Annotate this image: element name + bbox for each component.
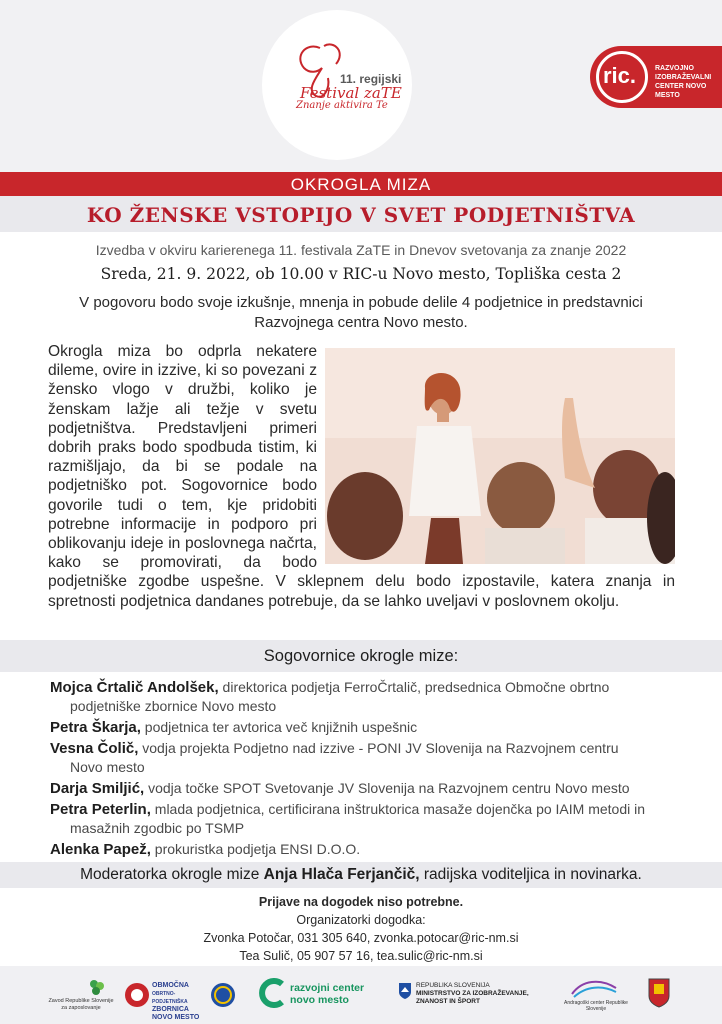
ooz-line4: NOVO MESTO — [152, 1014, 200, 1021]
speaker-desc-cont: masažnih zgodbic po TSMP — [70, 820, 245, 836]
page-title: KO ŽENSKE VSTOPIJO V SVET PODJETNIŠTVA — [86, 203, 636, 227]
ooz-logo-text — [152, 982, 208, 1022]
header — [0, 0, 722, 172]
speaker-desc: podjetnica ter avtorica več knjižnih uspešnic — [144, 719, 418, 735]
moderator-name: Anja Hlača Ferjančič, — [263, 866, 420, 883]
festival-slogan: Znanje aktivira Te — [296, 100, 388, 111]
speaker-name: Darja Smiljić, — [50, 780, 145, 797]
mizs-line2: MINISTRSTVO ZA IZOBRAŽEVANJE, — [416, 990, 529, 997]
speaker-desc: direktorica podjetja FerroČrtalič, predsednica Območne obrtno — [222, 679, 610, 695]
ric-logo-text — [655, 64, 722, 100]
festival-edition: 11. regijski — [340, 72, 402, 86]
mizs-line1: REPUBLIKA SLOVENIJA — [416, 982, 490, 989]
speaker-name: Alenka Papež, — [50, 841, 151, 858]
speaker-name: Vesna Čolič, — [50, 740, 139, 757]
speaker-name: Mojca Črtalič Andolšek, — [50, 679, 219, 696]
list-item — [50, 779, 676, 798]
zrsz-logo-icon — [88, 978, 106, 996]
zrsz-logo-text: Zavod Republike Slovenije za zaposlovanje — [48, 998, 114, 1011]
speakers-list — [50, 678, 676, 861]
rc-logo-text — [290, 982, 364, 1006]
ric-line3: CENTER NOVO MESTO — [655, 83, 707, 99]
festival-name: Festival zaTE — [300, 84, 402, 102]
speaker-desc: vodja projekta Podjetno nad izzive - PONI JV Slovenija na Razvojnem centru — [142, 740, 619, 756]
speakers-heading-band — [0, 640, 722, 672]
mizs-line3: ZNANOST IN ŠPORT — [416, 998, 480, 1005]
speakers-heading: Sogovornice okrogle mize: — [263, 647, 459, 665]
slovenia-coat-of-arms-icon — [398, 982, 412, 1000]
list-item — [50, 739, 676, 777]
subtitle: Izvedba v okviru karierenega 11. festivala ZaTE in Dnevov svetovanja za znanje 2022 — [95, 242, 627, 258]
speaker-desc-cont: podjetniške zbornice Novo mesto — [70, 698, 277, 714]
rc-line1: razvojni center — [290, 982, 365, 994]
list-item — [50, 800, 676, 838]
contact-1: Zvonka Potočar, 031 305 640, zvonka.potocar@ric-nm.si — [203, 931, 519, 945]
event-type-band — [0, 172, 722, 196]
body-section — [48, 342, 675, 611]
body-text: Okrogla miza bo odprla nekatere dileme, ovire in izzive, ki so povezani z žensko vlogo v družbi, koliko je ženskam lažje ali težje v svetu podjetništva. Predstavljeni primeri dobrih praks bodo spodbuda tistim, ki razmišljajo, da bi se podale na podjetniško pot. Sogovornice bodo govorile tudi o tem, kje pridobiti potrebne informacije in podporo pri oblikovanju ideje in poslovnega načrta, kako se promovirati, da bodo podjetniške zgodbe uspešne. V sklepnem delu bodo izpostavile, katera znanja in spretnosti podjetnica dandanes potrebuje, da se lahko uveljavi v poslovnem okolju. — [48, 343, 675, 610]
sponsor-logos — [0, 966, 722, 1024]
ooz-line1: OBMOČNA — [152, 982, 189, 989]
ooz-logo-icon — [124, 982, 150, 1008]
ooz-emblem-icon — [210, 982, 236, 1008]
speaker-desc-cont: Novo mesto — [70, 759, 145, 775]
mizs-logo-text — [416, 982, 546, 1006]
acs-logo-icon — [570, 976, 618, 1000]
list-item — [50, 678, 676, 716]
list-item — [50, 718, 676, 737]
ric-line1: RAZVOJNO — [655, 65, 694, 72]
speaker-photo — [325, 348, 675, 564]
rc-logo-icon — [256, 978, 286, 1008]
speaker-desc: mlada podjetnica, certificirana inštruktorica masaže dojenčka po IAIM metodi in — [154, 801, 646, 817]
speaker-name: Petra Škarja, — [50, 719, 141, 736]
ric-line2: IZOBRAŽEVALNI — [655, 74, 712, 81]
ooz-line2: OBRTNO-PODJETNIŠKA — [152, 991, 188, 1005]
ooz-line3: ZBORNICA — [152, 1006, 189, 1013]
event-type: OKROGLA MIZA — [290, 175, 432, 194]
speaker-desc: vodja točke SPOT Svetovanje JV Slovenija na Razvojnem centru Novo mesto — [148, 780, 630, 796]
classroom-illustration — [325, 348, 675, 564]
moderator-suffix: radijska voditeljica in novinarka. — [423, 866, 642, 883]
speaker-desc: prokuristka podjetja ENSI D.O.O. — [154, 841, 361, 857]
moderator-band — [0, 862, 722, 888]
novo-mesto-crest-icon — [648, 978, 670, 1008]
acs-logo-text: Andragoški center Republike Slovenije — [564, 1000, 628, 1012]
speaker-name: Petra Peterlin, — [50, 801, 151, 818]
title-band — [0, 196, 722, 232]
registration-note: Prijave na dogodek niso potrebne. — [258, 895, 464, 909]
date-location: Sreda, 21. 9. 2022, ob 10.00 v RIC-u Novo mesto, Topliška cesta 2 — [100, 265, 622, 283]
moderator-prefix: Moderatorka okrogle mize — [80, 866, 260, 883]
rc-line2: novo mesto — [290, 994, 349, 1006]
organizers-label: Organizatorki dogodka: — [296, 913, 426, 927]
intro-text: V pogovoru bodo svoje izkušnje, mnenja in pobude delile 4 podjetnice in predstavnici Razvojnega centra Novo mesto. — [79, 294, 643, 331]
ric-logo-mark: ric. — [603, 63, 637, 88]
list-item — [50, 840, 676, 859]
moderator-line — [0, 862, 722, 888]
footer-info — [0, 893, 722, 965]
contact-2: Tea Sulič, 05 907 57 16, tea.sulic@ric-nm.si — [239, 949, 483, 963]
